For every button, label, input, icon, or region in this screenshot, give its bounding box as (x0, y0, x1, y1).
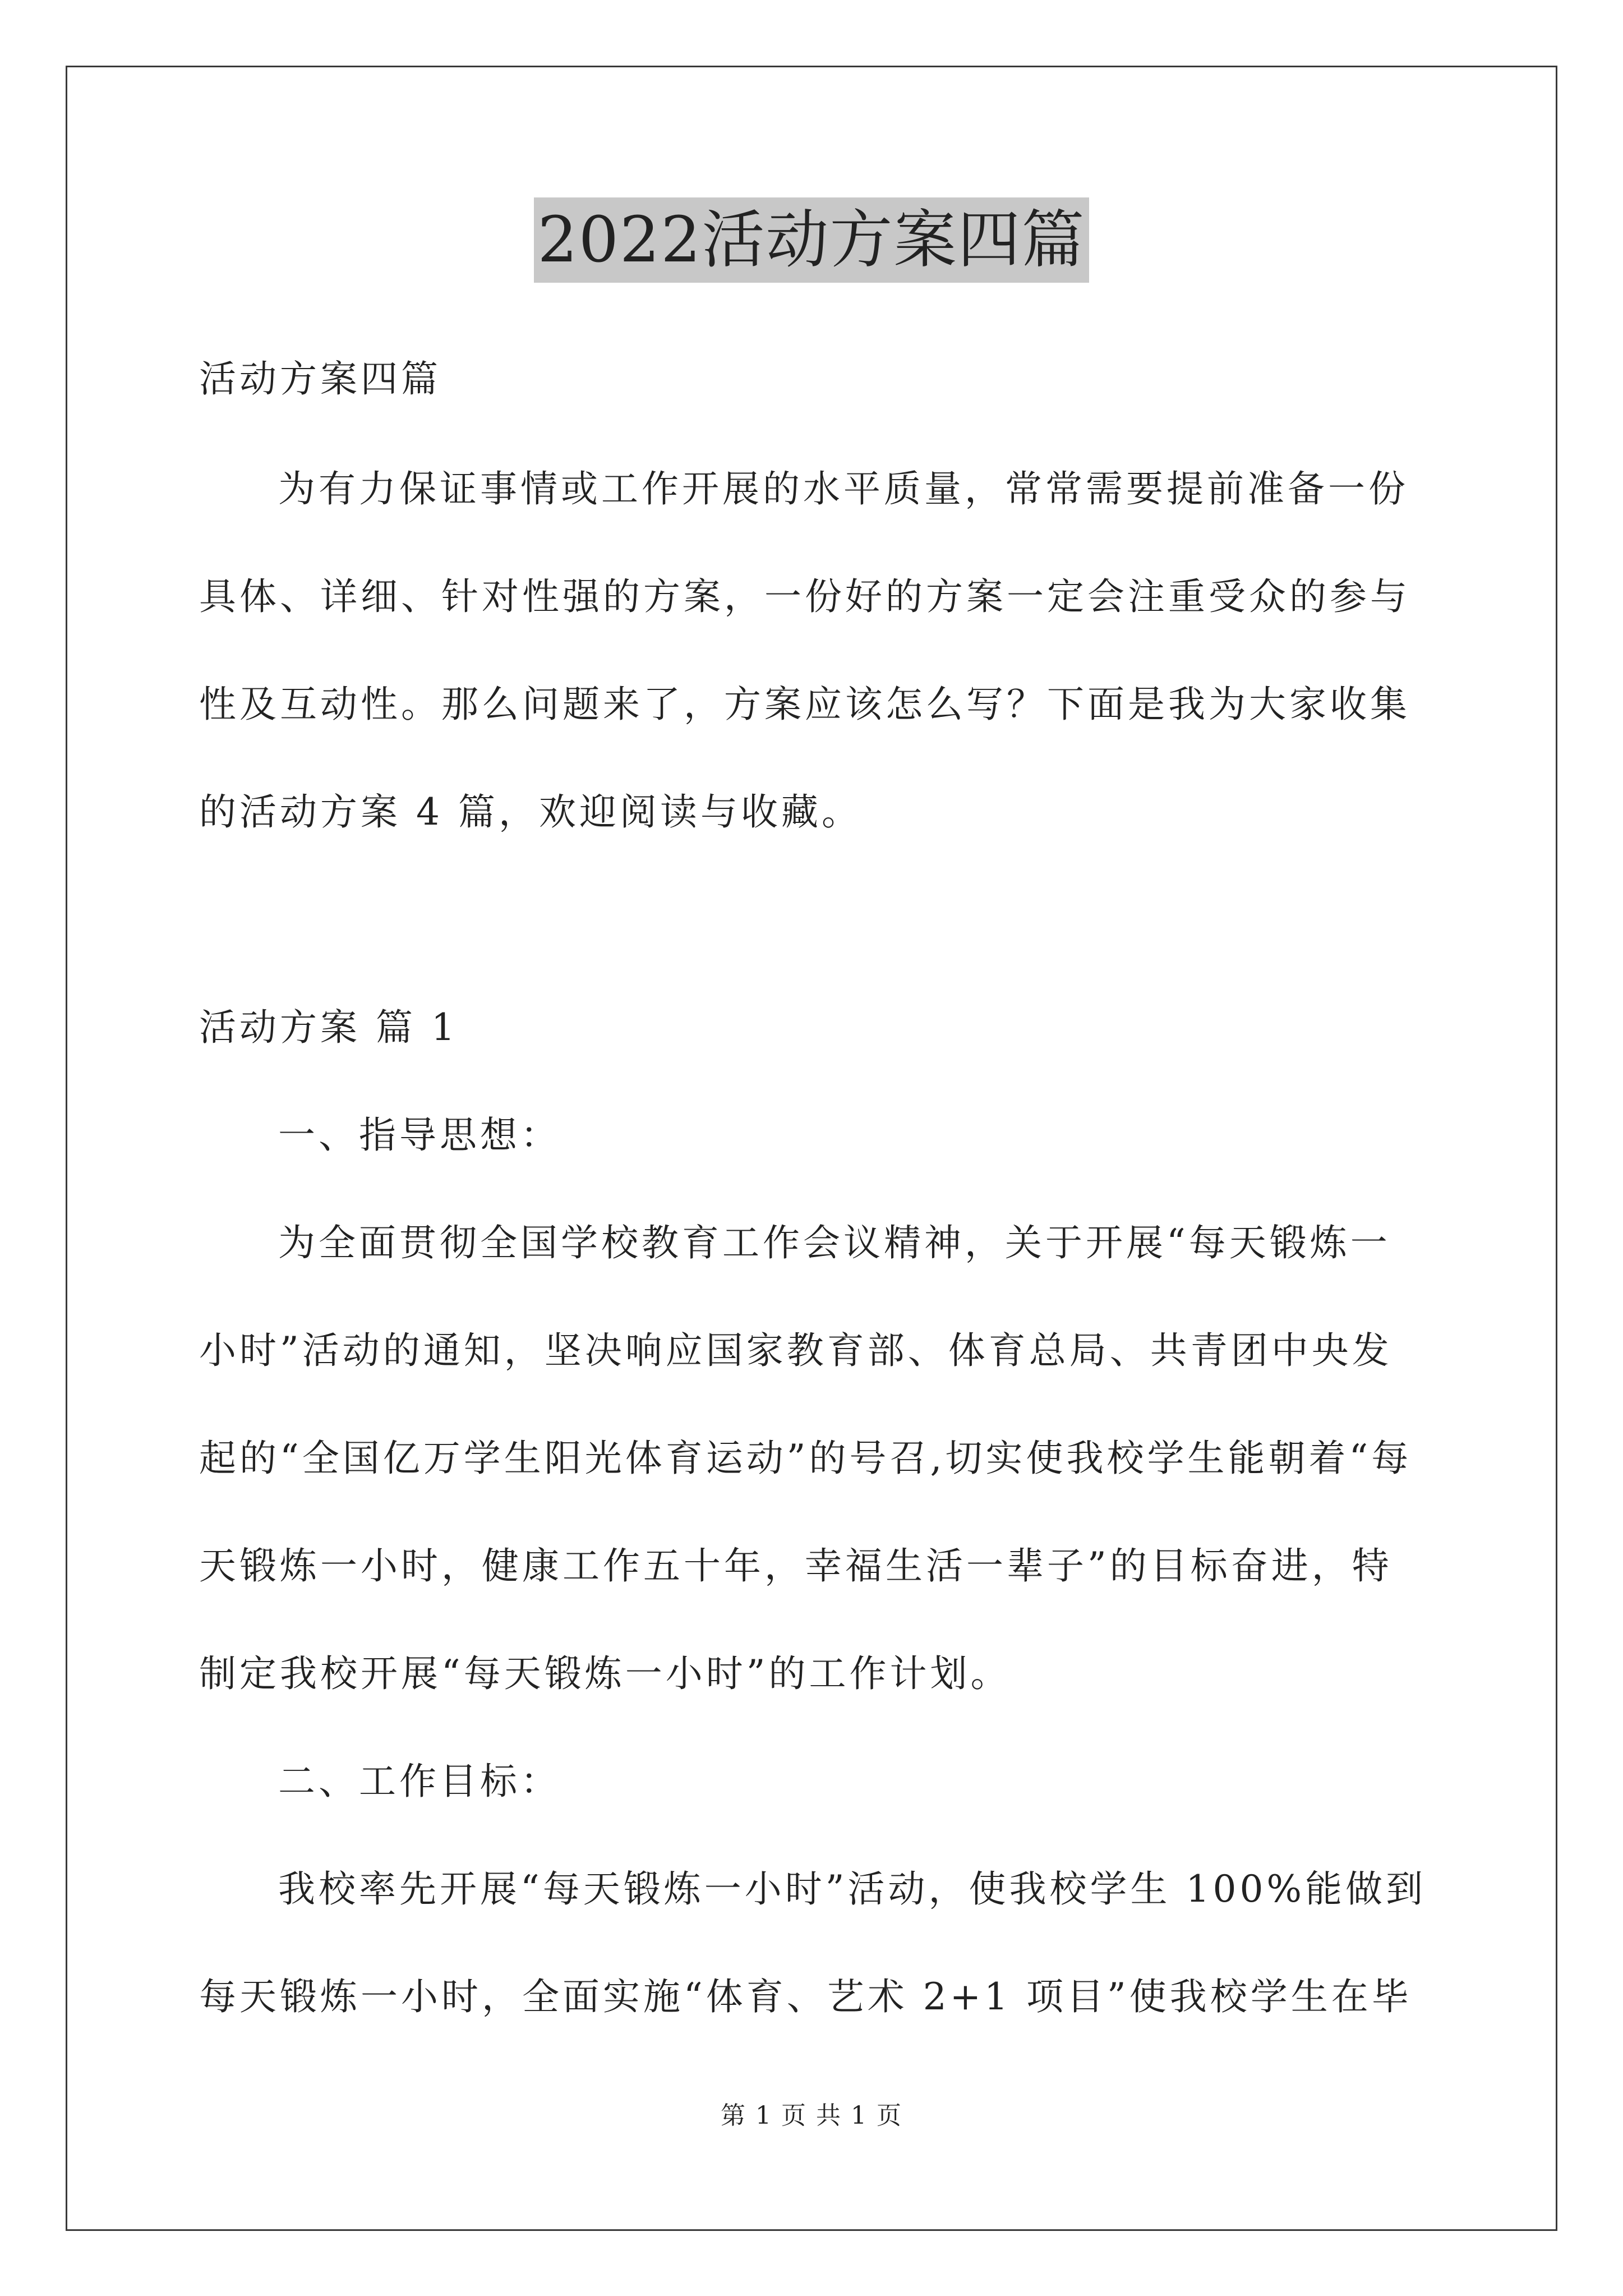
paragraph-line: 小时”活动的通知，坚决响应国家教育部、体育总局、共青团中央发 (199, 1329, 1393, 1372)
page-footer: 第 1 页 共 1 页 (721, 2101, 902, 2130)
title-container (0, 197, 1623, 283)
paragraph-line: 为全面贯彻全国学校教育工作会议精神，关于开展“每天锻炼一 (278, 1221, 1391, 1264)
paragraph-line: 性及互动性。那么问题来了，方案应该怎么写？下面是我为大家收集 (199, 683, 1410, 726)
subtitle: 活动方案四篇 (199, 357, 441, 401)
paragraph-line: 我校率先开展“每天锻炼一小时”活动，使我校学生 100%能做到 (278, 1867, 1427, 1911)
paragraph-line: 为有力保证事情或工作开展的水平质量，常常需要提前准备一份 (278, 467, 1409, 510)
paragraph-line: 具体、详细、针对性强的方案，一份好的方案一定会注重受众的参与 (199, 575, 1410, 618)
subheading: 二、工作目标： (278, 1760, 561, 1803)
document-title: 2022活动方案四篇 (534, 197, 1089, 283)
paragraph-line: 制定我校开展“每天锻炼一小时”的工作计划。 (199, 1652, 1011, 1695)
paragraph-line: 的活动方案 4 篇，欢迎阅读与收藏。 (199, 790, 862, 834)
section-heading: 活动方案 篇 1 (199, 1006, 458, 1049)
paragraph-line: 起的“全国亿万学生阳光体育运动”的号召,切实使我校学生能朝着“每 (199, 1437, 1412, 1480)
paragraph-line: 天锻炼一小时，健康工作五十年，幸福生活一辈子”的目标奋进，特 (199, 1544, 1393, 1588)
paragraph-line: 每天锻炼一小时，全面实施“体育、艺术 2+1 项目”使我校学生在毕 (199, 1975, 1412, 2018)
subheading: 一、指导思想： (278, 1114, 561, 1157)
